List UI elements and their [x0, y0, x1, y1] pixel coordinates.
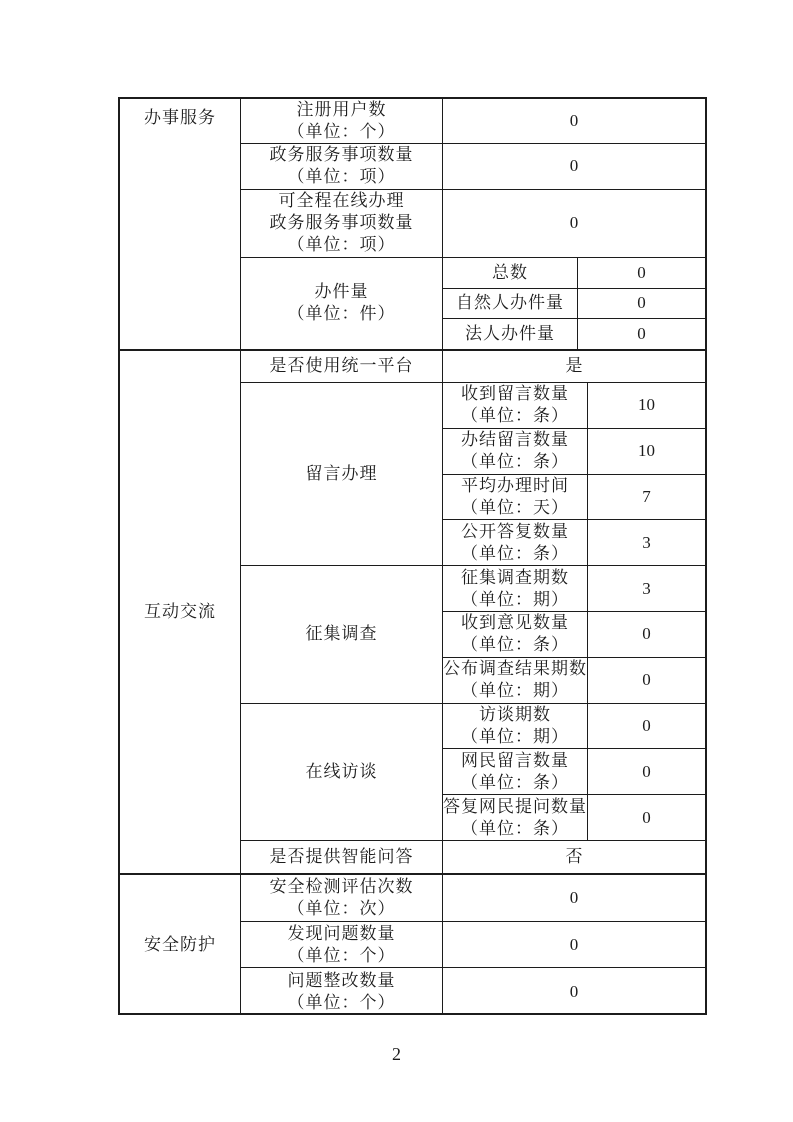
subrow-label-unit: （单位：条） — [461, 818, 569, 838]
message-handling-subrows — [443, 383, 705, 565]
row-label-line: 注册用户数 — [296, 100, 387, 119]
interviews-subrows — [443, 704, 705, 840]
row-label — [241, 144, 443, 189]
row-label-unit: （单位：项） — [287, 167, 396, 187]
subrow-value: 0 — [637, 293, 646, 313]
subrow-total — [443, 258, 705, 289]
subrow-label — [443, 289, 578, 319]
subrow-label-line: 办结留言数量 — [461, 430, 569, 450]
subrow-label — [443, 795, 588, 840]
section-service — [120, 99, 705, 351]
row-problems-found — [241, 922, 705, 968]
row-label — [241, 704, 443, 840]
subrow-survey-issues — [443, 566, 705, 612]
section-security — [120, 875, 705, 1015]
case-volume-subrows — [443, 258, 705, 349]
subrow-label — [443, 258, 578, 288]
subrow-label-unit: （单位：条） — [461, 635, 569, 655]
annual-report-statistics-table — [118, 97, 707, 1015]
subrow-value: 10 — [638, 395, 655, 415]
row-value: 0 — [569, 213, 579, 233]
category-cell-service — [120, 99, 241, 349]
subrow-value: 3 — [642, 578, 651, 598]
row-registered-users — [241, 99, 705, 144]
subrow-label — [443, 566, 588, 611]
subrow-interview-issues — [443, 704, 705, 750]
subrow-label-line: 自然人办件量 — [456, 293, 564, 313]
subrow-survey-results-published — [443, 658, 705, 703]
row-online-interviews — [241, 704, 705, 841]
subrow-questions-answered — [443, 795, 705, 840]
subrow-label-line: 收到留言数量 — [461, 384, 569, 404]
subrow-label — [443, 658, 588, 703]
subrow-value: 0 — [642, 761, 651, 781]
row-label-unit: （单位：个） — [287, 992, 396, 1012]
subrow-label-unit: （单位：期） — [461, 727, 569, 747]
row-value: 0 — [569, 156, 579, 176]
subrow-label-unit: （单位：天） — [461, 497, 569, 517]
section-security-rows — [241, 875, 705, 1015]
subrow-label-unit: （单位：条） — [461, 772, 569, 792]
section-service-rows — [241, 99, 705, 349]
subrow-label — [443, 749, 588, 794]
page-number: 2 — [392, 1044, 401, 1064]
subrow-value: 0 — [637, 262, 646, 282]
row-label-unit: （单位：个） — [287, 945, 396, 965]
subrow-label-unit: （单位：条） — [461, 406, 569, 426]
subrow-label-unit: （单位：条） — [461, 452, 569, 472]
subrow-value: 0 — [642, 624, 651, 644]
subrow-value: 3 — [642, 532, 651, 552]
row-surveys — [241, 566, 705, 703]
subrow-label — [443, 383, 588, 428]
row-problems-rectified — [241, 968, 705, 1015]
subrow-label-line: 公开答复数量 — [461, 521, 569, 541]
row-unified-platform — [241, 351, 705, 383]
row-label — [241, 968, 443, 1015]
subrow-label — [443, 520, 588, 565]
subrow-value: 7 — [642, 486, 651, 506]
category-cell-security — [120, 875, 241, 1015]
subrow-label-line: 答复网民提问数量 — [443, 796, 587, 816]
row-label-unit: （单位：件） — [287, 304, 396, 324]
subrow-opinions-received — [443, 612, 705, 658]
subrow-label-unit: （单位：期） — [461, 589, 569, 609]
subrow-legal-person — [443, 319, 705, 349]
row-case-volume — [241, 258, 705, 349]
row-label-line: 在线访谈 — [305, 761, 378, 781]
row-smart-qa — [241, 841, 705, 873]
subrow-label-line: 网民留言数量 — [461, 750, 569, 770]
row-value: 0 — [569, 888, 579, 907]
row-label — [241, 99, 443, 143]
row-label — [241, 351, 443, 382]
category-label: 互动交流 — [144, 602, 216, 621]
surveys-subrows — [443, 566, 705, 702]
row-label-line: 办件量 — [314, 282, 369, 302]
row-label-line: 安全检测评估次数 — [269, 877, 414, 896]
subrow-label-line: 法人办件量 — [465, 324, 555, 344]
row-label-line: 问题整改数量 — [287, 970, 396, 990]
subrow-label-line: 总数 — [492, 262, 528, 282]
subrow-value: 0 — [642, 716, 651, 736]
subrow-label-unit: （单位：条） — [461, 543, 569, 563]
row-label — [241, 190, 443, 257]
row-security-assessments — [241, 875, 705, 922]
row-label — [241, 258, 443, 349]
row-message-handling — [241, 383, 705, 566]
subrow-value: 10 — [638, 441, 655, 461]
row-label — [241, 566, 443, 702]
subrow-label-line: 公布调查结果期数 — [443, 659, 587, 679]
row-value: 否 — [565, 847, 583, 867]
row-label-line: 是否使用统一平台 — [269, 356, 414, 376]
subrow-label — [443, 475, 588, 520]
row-label-line: 是否提供智能问答 — [269, 847, 414, 867]
subrow-label — [443, 704, 588, 749]
row-value: 是 — [565, 356, 583, 376]
row-label-line: 征集调查 — [305, 624, 378, 644]
row-value: 0 — [569, 981, 579, 1001]
subrow-netizen-messages — [443, 749, 705, 795]
subrow-label — [443, 319, 578, 349]
subrow-label-line: 收到意见数量 — [461, 613, 569, 633]
row-label-line: 可全程在线办理 — [278, 191, 405, 211]
row-label-line: 留言办理 — [305, 464, 378, 484]
subrow-value: 0 — [642, 670, 651, 690]
subrow-value: 0 — [642, 807, 651, 827]
row-label-unit: （单位：次） — [287, 899, 396, 918]
row-service-items — [241, 144, 705, 190]
row-label-unit: （单位：个） — [287, 122, 396, 141]
subrow-label-unit: （单位：期） — [461, 681, 569, 701]
row-label — [241, 875, 443, 921]
row-label-line: 政务服务事项数量 — [269, 145, 414, 165]
subrow-label-line: 平均办理时间 — [461, 475, 569, 495]
subrow-label — [443, 612, 588, 657]
subrow-public-replies — [443, 520, 705, 565]
section-interaction-rows — [241, 351, 705, 873]
category-label: 办事服务 — [144, 108, 216, 127]
row-value: 0 — [569, 934, 579, 954]
subrow-messages-received — [443, 383, 705, 429]
row-label — [241, 922, 443, 967]
category-cell-interaction — [120, 351, 241, 873]
subrow-label-line: 访谈期数 — [479, 705, 551, 725]
row-label-line: 发现问题数量 — [287, 923, 396, 943]
row-online-service-items — [241, 190, 705, 258]
subrow-value: 0 — [637, 324, 646, 344]
category-label: 安全防护 — [144, 935, 216, 954]
subrow-average-handling-time — [443, 475, 705, 521]
subrow-label — [443, 429, 588, 474]
subrow-messages-resolved — [443, 429, 705, 475]
subrow-label-line: 征集调查期数 — [461, 567, 569, 587]
row-label-line: 政务服务事项数量 — [269, 213, 414, 233]
row-label — [241, 383, 443, 565]
row-value: 0 — [569, 111, 579, 130]
row-label-unit: （单位：项） — [287, 235, 396, 255]
subrow-natural-person — [443, 289, 705, 320]
row-label — [241, 841, 443, 873]
section-interaction — [120, 351, 705, 875]
